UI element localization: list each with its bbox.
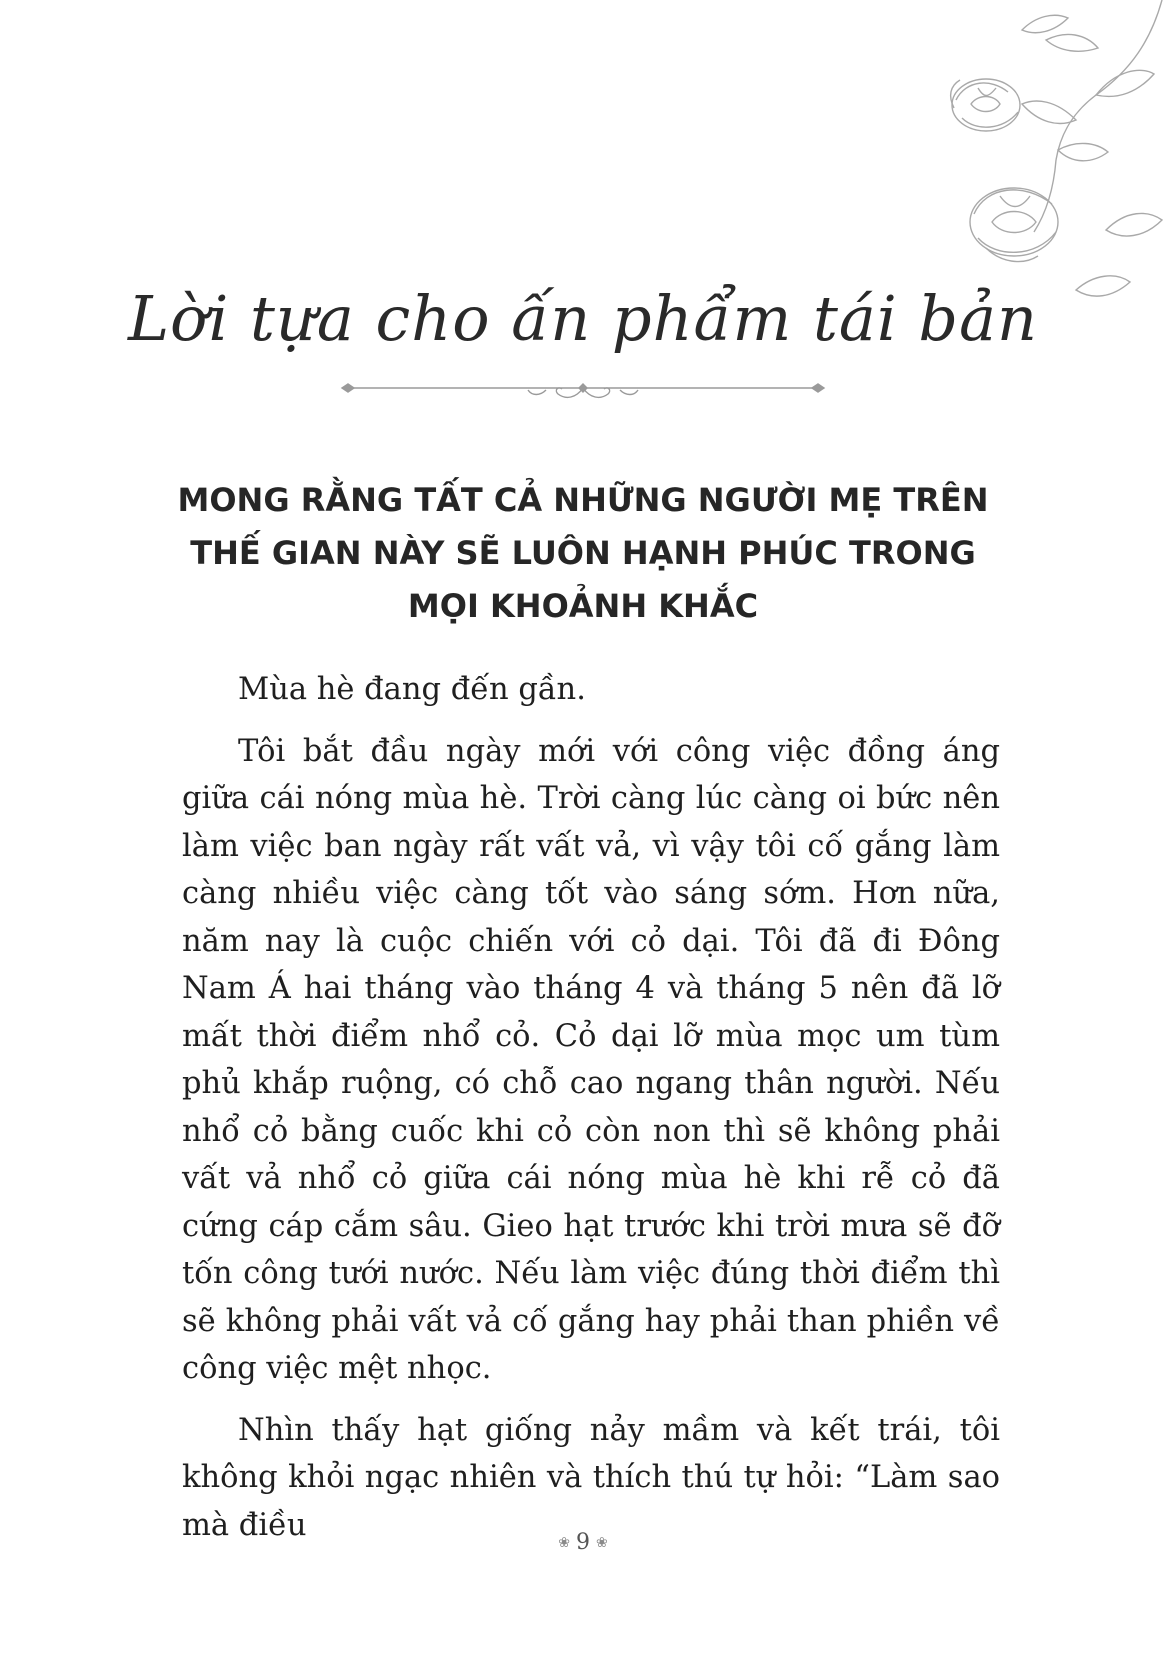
section-title: Lời tựa cho ấn phẩm tái bản [128, 282, 1038, 355]
paragraph: Mùa hè đang đến gần. [238, 672, 586, 707]
page-number: 9 [576, 1530, 590, 1555]
flower-ornament-icon: ❀ [558, 1535, 570, 1551]
chapter-heading: MONG RẰNG TẤT CẢ NHỮNG NGƯỜI MẸ TRÊN THẾ GIAN NÀY SẼ LUÔN HẠNH PHÚC TRONG MỌI KHOẢNH KHẮC [177, 481, 989, 625]
floral-illustration [926, 0, 1166, 330]
paragraph: Tôi bắt đầu ngày mới với công việc đồng áng giữa cái nóng mùa hè. Trời càng lúc càng oi bức nên làm việc ban ngày rất vất vả, vì vậy tôi cố gắng làm càng nhiều việc càng tốt vào sáng sớm. Hơn nữa, năm nay là cuộc chiến với cỏ dại. Tôi đã đi Đông Nam Á hai tháng vào tháng 4 và tháng 5 nên đã lỡ mất thời điểm nhổ cỏ. Cỏ dại lỡ mùa mọc um tùm phủ khắp ruộng, có chỗ cao ngang thân người. Nếu nhổ cỏ bằng cuốc khi cỏ còn non thì sẽ không phải vất vả nhổ cỏ giữa cái nóng mùa hè khi rễ cỏ đã cứng cáp cắm sâu. Gieo hạt trước khi trời mưa sẽ đỡ tốn công tưới nước. Nếu làm việc đúng thời điểm thì sẽ không phải vất vả cố gắng hay phải than phiền về công việc mệt nhọc. [182, 733, 1000, 1386]
body-text [182, 666, 1000, 1563]
flower-icon [951, 79, 1020, 131]
page-footer [0, 1530, 1166, 1555]
ornamental-divider [340, 372, 826, 408]
flower-icon [970, 188, 1058, 262]
flower-ornament-icon: ❀ [596, 1535, 608, 1551]
paragraph: Nhìn thấy hạt giống nảy mầm và kết trái, tôi không khỏi ngạc nhiên và thích thú tự hỏi: “Làm sao mà điều [182, 1412, 1000, 1543]
